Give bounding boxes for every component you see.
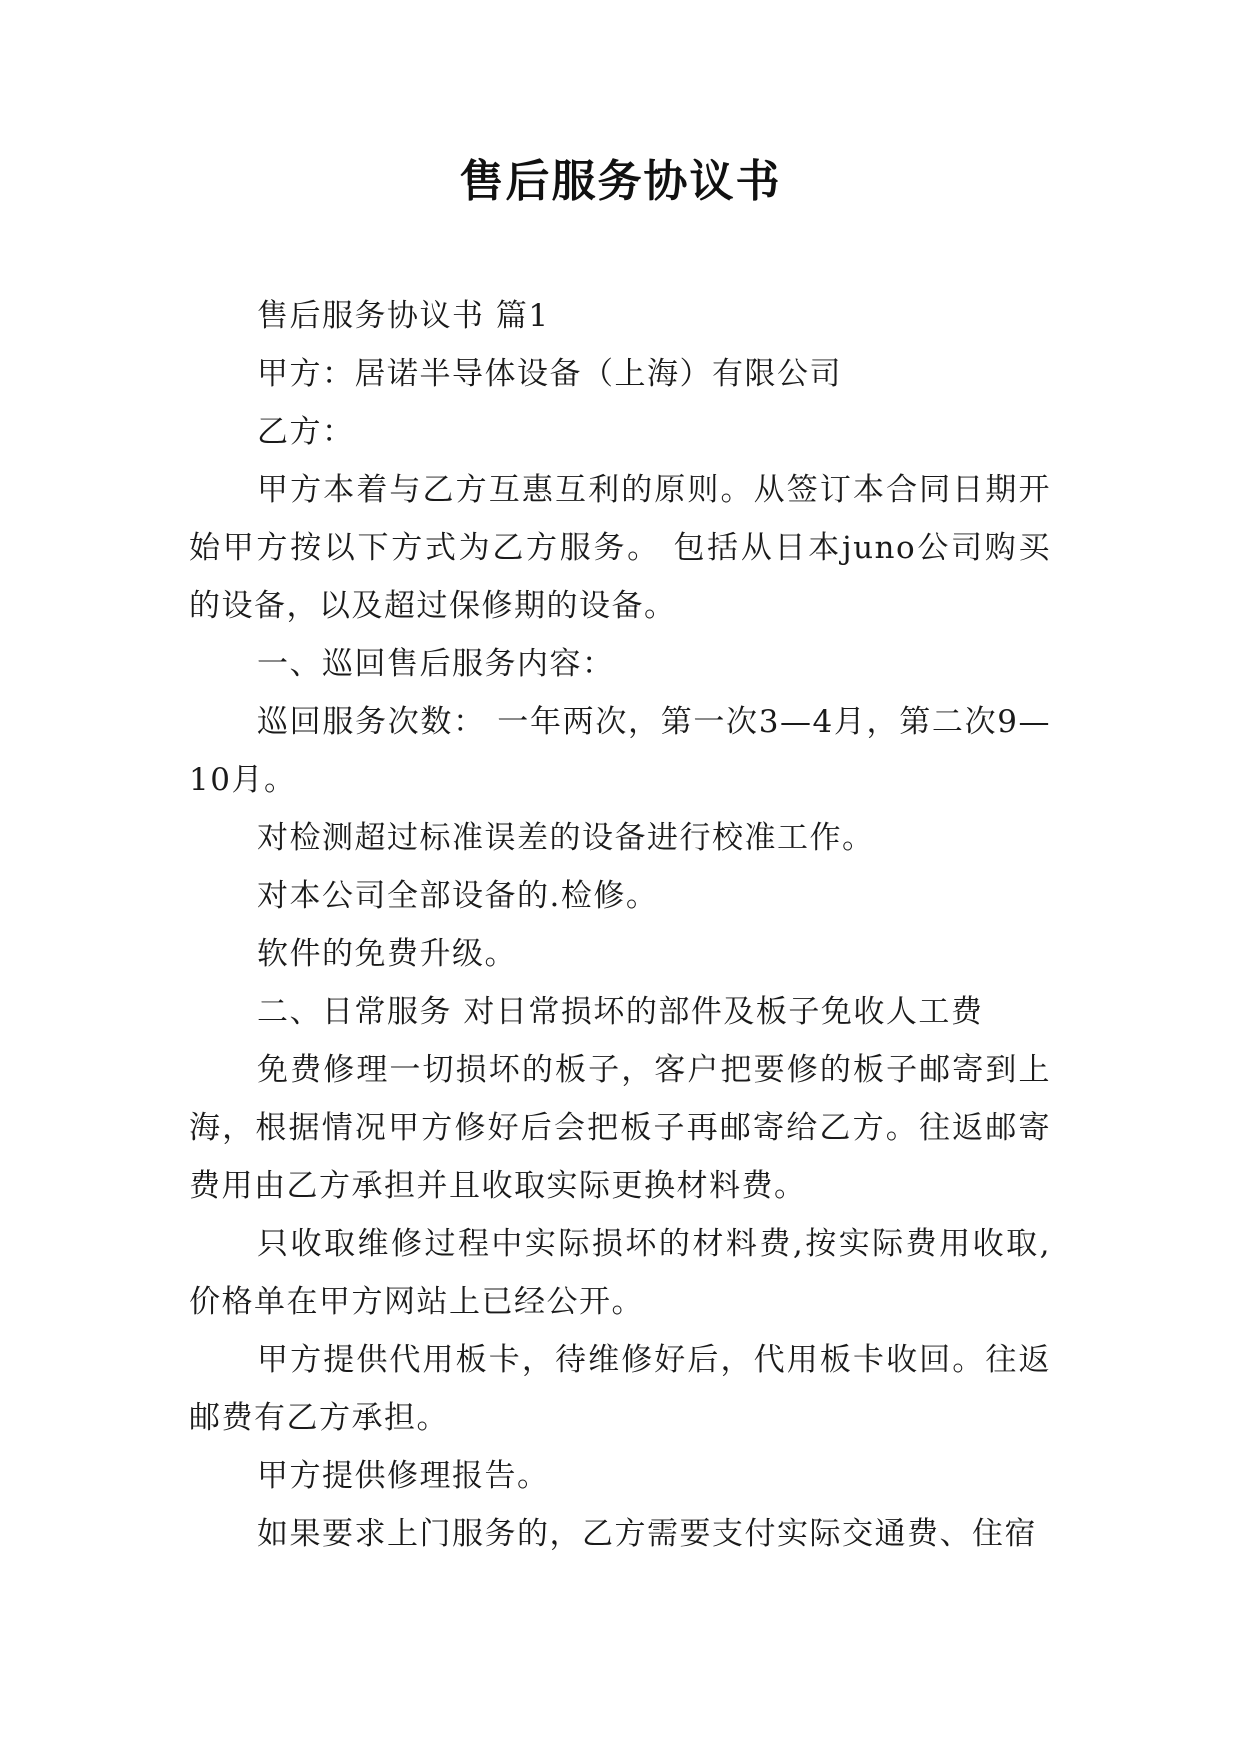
paragraph-calibration: 对检测超过标准误差的设备进行校准工作。 [257, 820, 875, 856]
document-body [189, 287, 1051, 1563]
paragraph-free-repair: 免费修理一切损坏的板子，客户把要修的板子邮寄到上海，根据情况甲方修好后会把板子再邮寄给乙方。往返邮寄费用由乙方承担并且收取实际更换材料费。 [189, 1052, 1051, 1204]
paragraph-intro: 甲方本着与乙方互惠互利的原则。从签订本合同日期开始甲方按以下方式为乙方服务。 包括从日本juno公司购买的设备，以及超过保修期的设备。 [189, 472, 1051, 624]
paragraph-party-a: 甲方：居诺半导体设备（上海）有限公司 [257, 356, 842, 392]
document-title: 售后服务协议书 [459, 156, 782, 207]
paragraph-heading-tour-service: 一、巡回售后服务内容： [257, 646, 615, 682]
paragraph-tour-frequency: 巡回服务次数： 一年两次，第一次3—4月，第二次9—10月。 [189, 704, 1051, 798]
paragraph-section-heading: 售后服务协议书 篇1 [257, 298, 550, 334]
paragraph-software-upgrade: 软件的免费升级。 [257, 936, 517, 972]
paragraph-repair-report: 甲方提供修理报告。 [257, 1458, 550, 1494]
paragraph-substitute-board: 甲方提供代用板卡，待维修好后，代用板卡收回。往返邮费有乙方承担。 [189, 1342, 1051, 1436]
paragraph-onsite-service: 如果要求上门服务的，乙方需要支付实际交通费、住宿 [257, 1516, 1037, 1552]
paragraph-material-fee: 只收取维修过程中实际损坏的材料费,按实际费用收取,价格单在甲方网站上已经公开。 [189, 1226, 1051, 1320]
paragraph-inspection: 对本公司全部设备的.检修。 [257, 878, 659, 914]
paragraph-heading-daily-service: 二、日常服务 对日常损坏的部件及板子免收人工费 [257, 994, 984, 1030]
paragraph-party-b: 乙方： [257, 414, 355, 450]
